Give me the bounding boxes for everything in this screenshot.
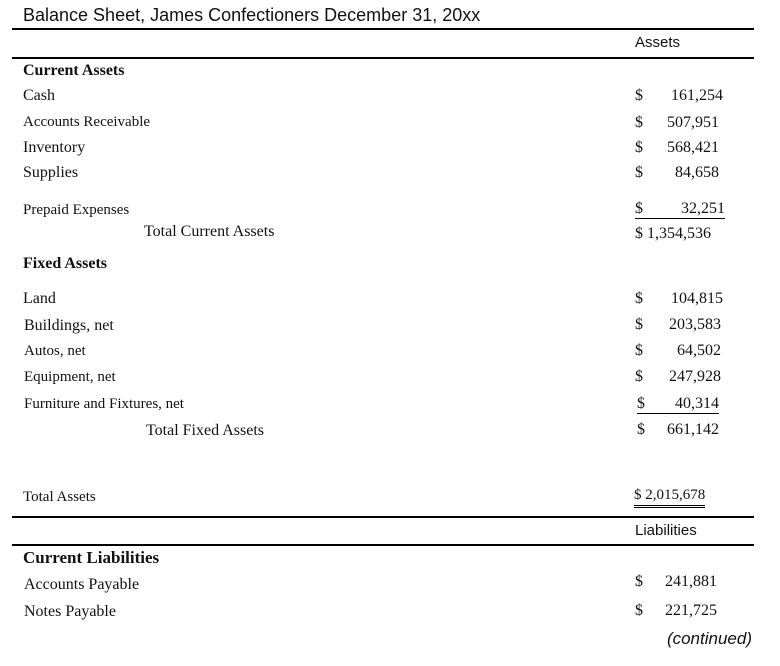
dollar-sign: $ <box>635 200 643 217</box>
header-rule <box>12 28 754 30</box>
dollar-sign: $ <box>635 368 643 385</box>
total-fixed-assets-amount <box>637 421 719 439</box>
line-item-label: Accounts Receivable <box>23 114 151 130</box>
line-item-amount <box>635 139 719 157</box>
amount-value: 64,502 <box>677 342 721 359</box>
line-item-label: Cash <box>23 87 55 104</box>
amount-value: 241,881 <box>665 573 717 590</box>
total-current-assets-label: Total Current Assets <box>144 223 275 240</box>
amount-value: 507,951 <box>667 114 719 131</box>
line-item-amount <box>635 342 721 360</box>
line-item-label: Equipment, net <box>24 369 116 385</box>
liabilities-top-rule <box>12 516 754 518</box>
current-assets-heading: Current Assets <box>23 62 125 79</box>
line-item-amount <box>637 395 719 414</box>
line-item-label: Inventory <box>23 139 86 156</box>
dollar-sign: $ <box>635 225 643 242</box>
dollar-sign: $ <box>635 290 643 307</box>
line-item-label: Prepaid Expenses <box>23 202 130 218</box>
continued-note: (continued) <box>666 629 752 648</box>
dollar-sign: $ <box>635 87 643 104</box>
dollar-sign: $ <box>635 316 643 333</box>
amount-value: 661,142 <box>667 421 719 438</box>
dollar-sign: $ <box>635 573 643 590</box>
amount-value: 84,658 <box>675 164 719 181</box>
fixed-assets-heading: Fixed Assets <box>23 255 107 272</box>
total-assets-label: Total Assets <box>23 489 96 505</box>
assets-header-rule <box>12 57 754 59</box>
amount-value: 1,354,536 <box>647 225 711 242</box>
current-liabilities-heading: Current Liabilities <box>23 548 160 567</box>
total-assets-amount: $ 2,015,678 <box>634 487 705 508</box>
total-current-assets-amount <box>635 225 711 243</box>
dollar-sign: $ <box>635 602 643 619</box>
assets-column-header: Assets <box>635 34 681 51</box>
line-item-amount <box>635 368 721 386</box>
dollar-sign: $ <box>635 164 643 181</box>
liabilities-column-header: Liabilities <box>635 522 697 539</box>
line-item-label: Buildings, net <box>24 317 114 334</box>
line-item-amount <box>635 87 723 105</box>
line-item-amount <box>635 602 717 620</box>
amount-value: 221,725 <box>665 602 717 619</box>
line-item-amount <box>635 114 719 132</box>
dollar-sign: $ <box>637 421 645 438</box>
amount-value: 203,583 <box>669 316 721 333</box>
line-item-label: Supplies <box>23 164 79 181</box>
line-item-label: Autos, net <box>24 343 86 359</box>
amount-value: 40,314 <box>675 395 719 412</box>
total-fixed-assets-label: Total Fixed Assets <box>146 422 264 439</box>
dollar-sign: $ <box>635 139 643 156</box>
amount-value: 247,928 <box>669 368 721 385</box>
line-item-amount <box>635 573 717 591</box>
line-item-amount <box>635 316 721 334</box>
amount-value: 104,815 <box>671 290 723 307</box>
amount-value: 161,254 <box>671 87 723 104</box>
line-item-label: Land <box>23 290 56 307</box>
page-title: Balance Sheet, James Confectioners December 31, 20xx <box>23 5 481 25</box>
amount-value: 32,251 <box>681 200 725 217</box>
line-item-amount <box>635 200 725 219</box>
line-item-amount <box>635 164 719 182</box>
amount-value: 568,421 <box>667 139 719 156</box>
dollar-sign: $ <box>635 114 643 131</box>
liabilities-header-rule <box>12 544 754 546</box>
dollar-sign: $ <box>635 342 643 359</box>
line-item-label: Notes Payable <box>24 603 116 620</box>
line-item-label: Accounts Payable <box>24 576 140 593</box>
line-item-amount <box>635 290 723 308</box>
dollar-sign: $ <box>637 395 645 412</box>
line-item-label: Furniture and Fixtures, net <box>24 396 184 412</box>
